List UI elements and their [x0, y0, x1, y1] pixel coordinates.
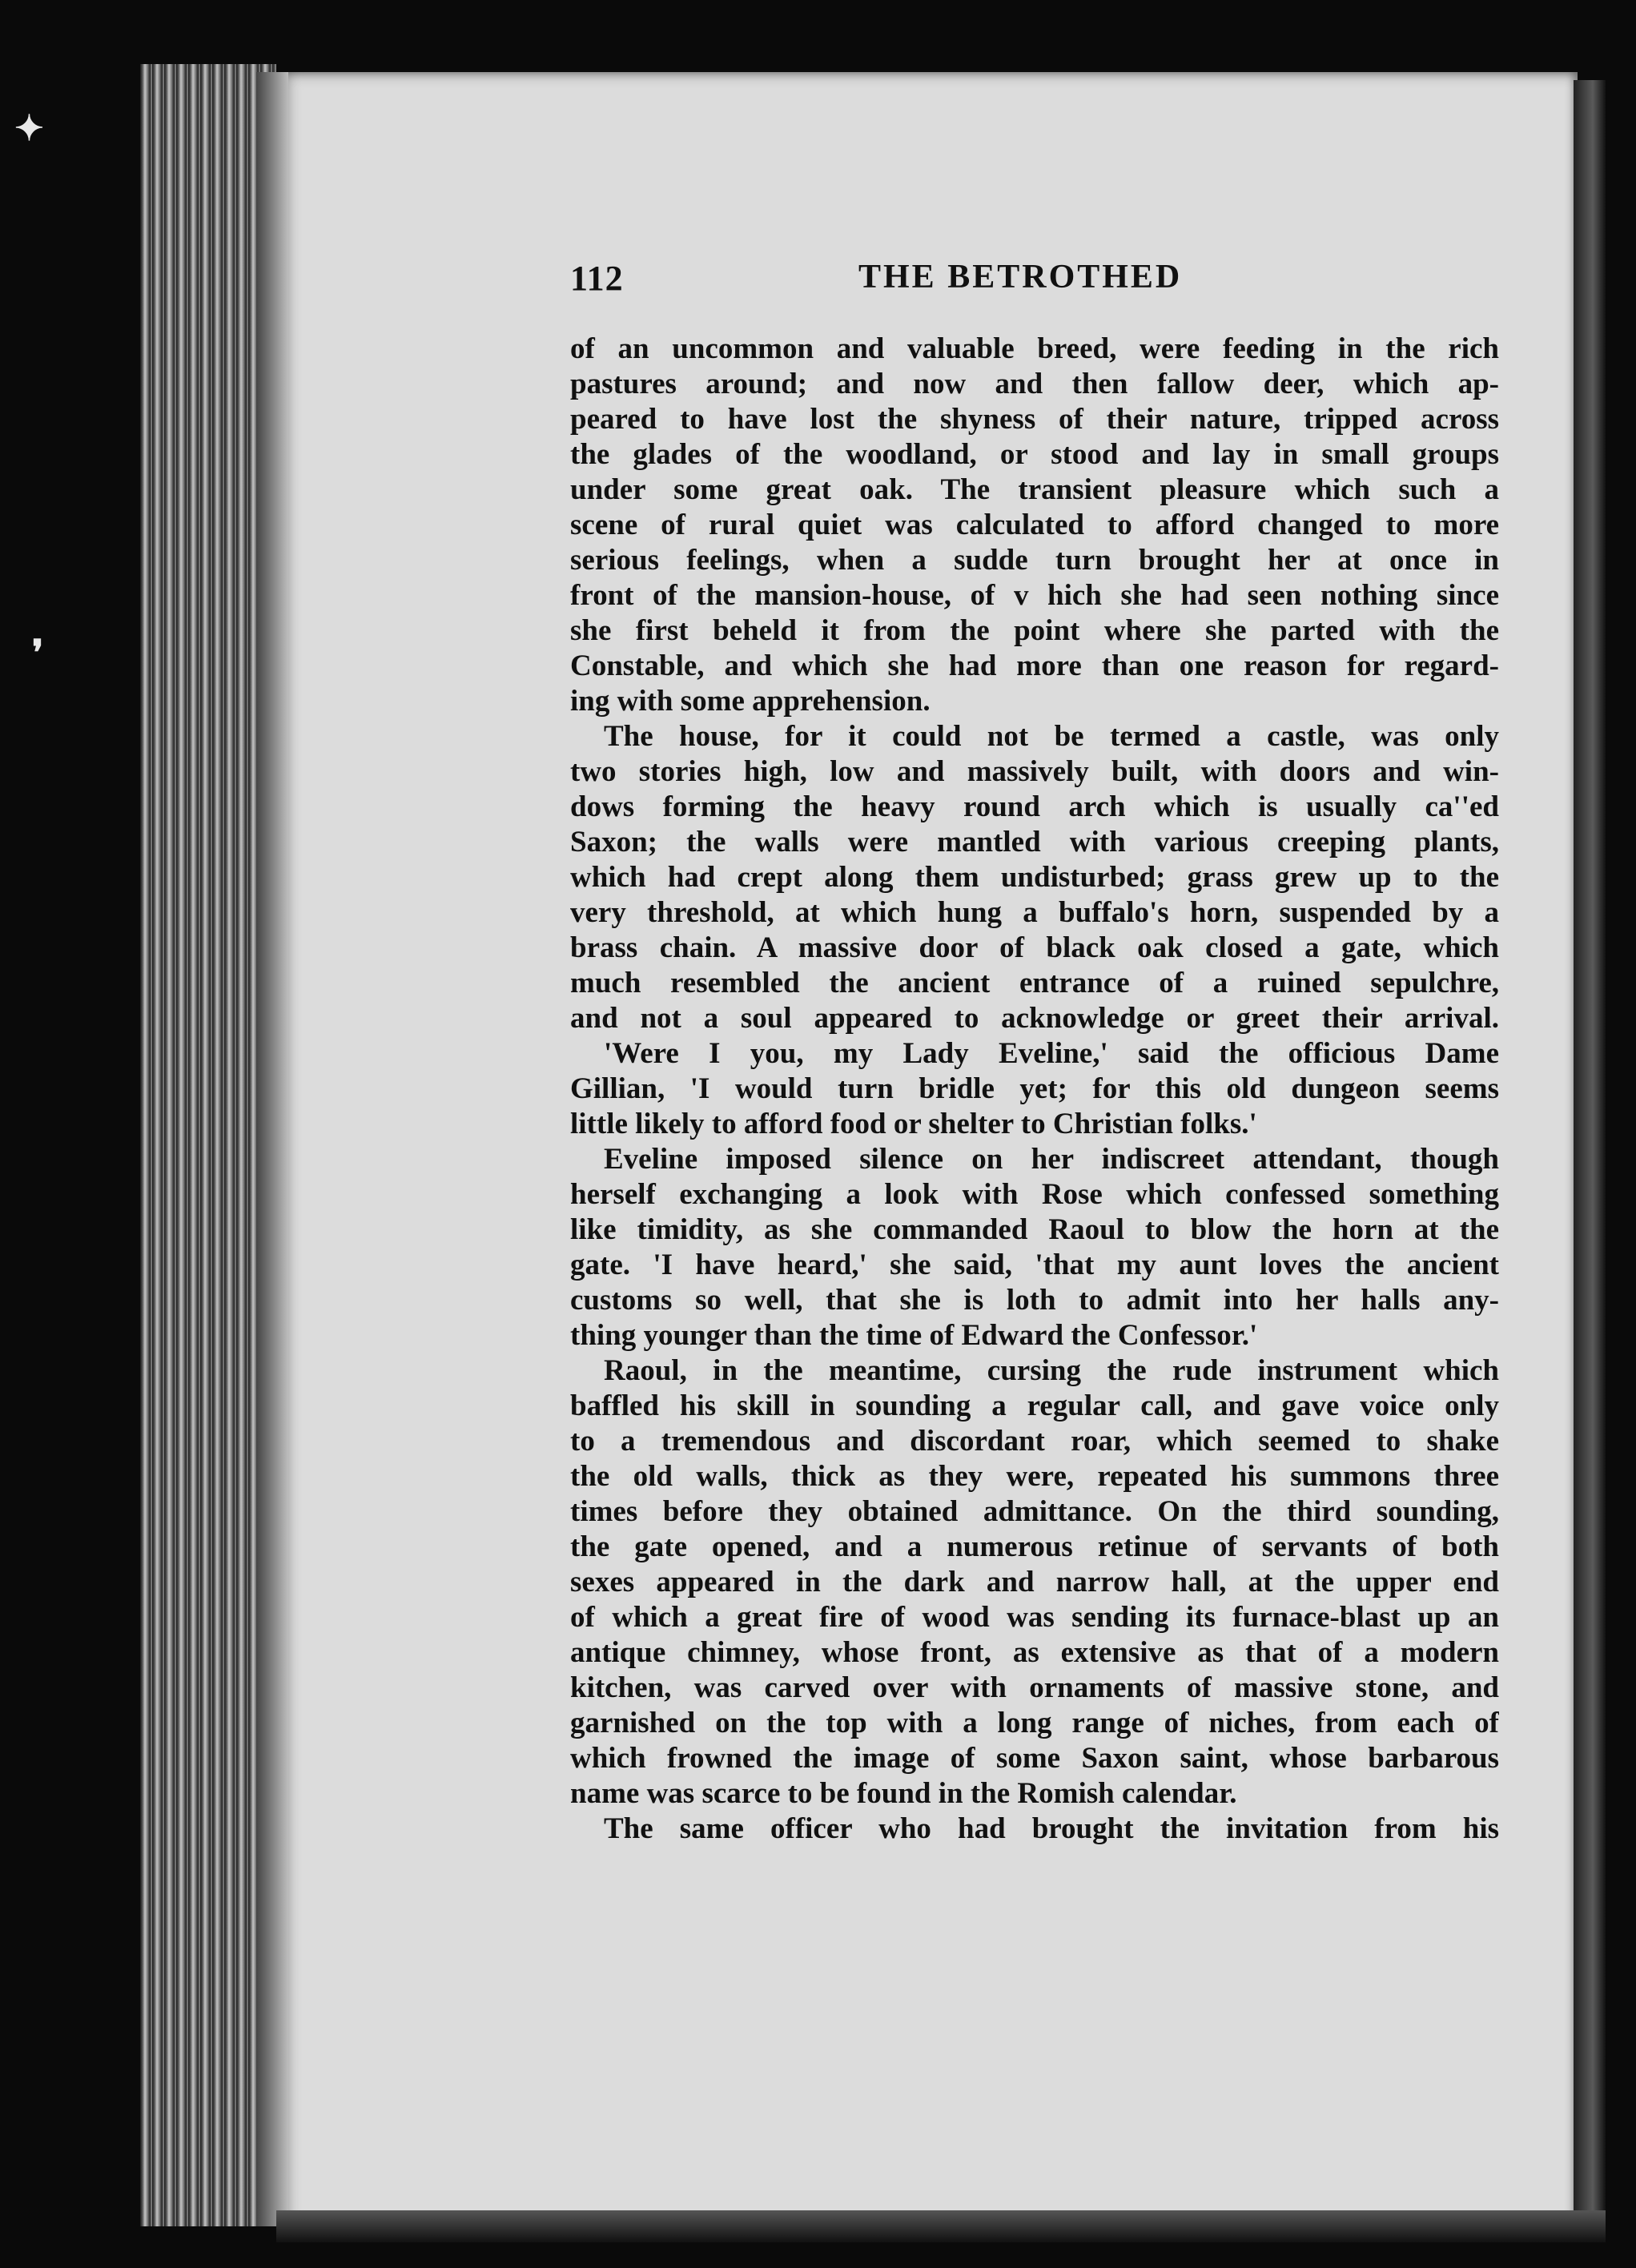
text-line: baffled his skill in sounding a regular call, and gave voice only — [570, 1389, 1499, 1422]
book-right-edge — [1574, 80, 1606, 2210]
text-line: name was scarce to be found in the Romish calendar. — [570, 1777, 1237, 1810]
text-line: much resembled the ancient entrance of a ruined sepulchre, — [570, 967, 1499, 999]
text-line: pastures around; and now and then fallow deer, which ap- — [570, 368, 1499, 400]
text-line: which had crept along them undisturbed; grass grew up to the — [570, 861, 1499, 894]
text-line: scene of rural quiet was calculated to afford changed to more — [570, 509, 1499, 541]
text-line: sexes appeared in the dark and narrow hall, at the upper end — [570, 1566, 1499, 1598]
text-line: The same officer who had brought the invitation from his — [604, 1812, 1499, 1845]
text-line: peared to have lost the shyness of their nature, tripped across — [570, 403, 1499, 436]
page-header — [570, 258, 1499, 306]
text-line: little likely to afford food or shelter to Christian folks.' — [570, 1108, 1257, 1140]
text-line: Eveline imposed silence on her indiscreet attendant, though — [604, 1143, 1499, 1176]
text-line: of an uncommon and valuable breed, were feeding in the rich — [570, 332, 1499, 365]
text-line: the glades of the woodland, or stood and lay in small groups — [570, 438, 1499, 471]
text-line: times before they obtained admittance. On the third sounding, — [570, 1495, 1499, 1528]
text-line: the gate opened, and a numerous retinue of servants of both — [570, 1530, 1499, 1563]
text-line: the old walls, thick as they were, repeated his summons three — [570, 1460, 1499, 1493]
text-line: Raoul, in the meantime, cursing the rude instrument which — [604, 1354, 1499, 1387]
text-line: herself exchanging a look with Rose which confessed something — [570, 1178, 1499, 1211]
text-line: like timidity, as she commanded Raoul to blow the horn at the — [570, 1213, 1499, 1246]
text-line: dows forming the heavy round arch which is usually ca''ed — [570, 790, 1499, 823]
text-line: Constable, and which she had more than one reason for regard- — [570, 649, 1499, 682]
scan-artifact-mark: ✦ — [14, 109, 44, 148]
text-line: The house, for it could not be termed a castle, was only — [604, 720, 1499, 753]
text-line: serious feelings, when a sudde turn brought her at once in — [570, 544, 1499, 577]
text-line: and not a soul appeared to acknowledge or greet their arrival. — [570, 1002, 1499, 1035]
text-line: which frowned the image of some Saxon saint, whose barbarous — [570, 1742, 1499, 1775]
text-line: she first beheld it from the point where she parted with the — [570, 614, 1499, 647]
text-line: Saxon; the walls were mantled with various creeping plants, — [570, 826, 1499, 859]
text-line: Gillian, 'I would turn bridle yet; for this old dungeon seems — [570, 1072, 1499, 1105]
running-title: THE BETROTHED — [858, 259, 1183, 296]
text-line: two stories high, low and massively built, with doors and win- — [570, 755, 1499, 788]
text-line: 'Were I you, my Lady Eveline,' said the officious Dame — [604, 1037, 1499, 1070]
scan-artifact-mark: ❜ — [32, 633, 44, 673]
text-line: garnished on the top with a long range of niches, from each of — [570, 1707, 1499, 1739]
gutter-shadow — [256, 72, 288, 2226]
text-line: of which a great fire of wood was sending its furnace-blast up an — [570, 1601, 1499, 1634]
text-line: thing younger than the time of Edward the Confessor.' — [570, 1319, 1258, 1352]
text-line: under some great oak. The transient pleasure which such a — [570, 473, 1499, 506]
text-line: gate. 'I have heard,' she said, 'that my aunt loves the ancient — [570, 1249, 1499, 1281]
text-line: to a tremendous and discordant roar, which seemed to shake — [570, 1425, 1499, 1458]
body-text — [570, 332, 1499, 1847]
text-line: customs so well, that she is loth to admit into her halls any- — [570, 1284, 1499, 1317]
text-line: front of the mansion-house, of v hich she had seen nothing since — [570, 579, 1499, 612]
text-line: antique chimney, whose front, as extensive as that of a modern — [570, 1636, 1499, 1669]
page-number: 112 — [570, 259, 624, 298]
text-line: kitchen, was carved over with ornaments of massive stone, and — [570, 1671, 1499, 1704]
text-line: very threshold, at which hung a buffalo's horn, suspended by a — [570, 896, 1499, 929]
book-bottom-edge — [276, 2210, 1606, 2242]
text-line: brass chain. A massive door of black oak closed a gate, which — [570, 931, 1499, 964]
text-line: ing with some apprehension. — [570, 685, 931, 718]
